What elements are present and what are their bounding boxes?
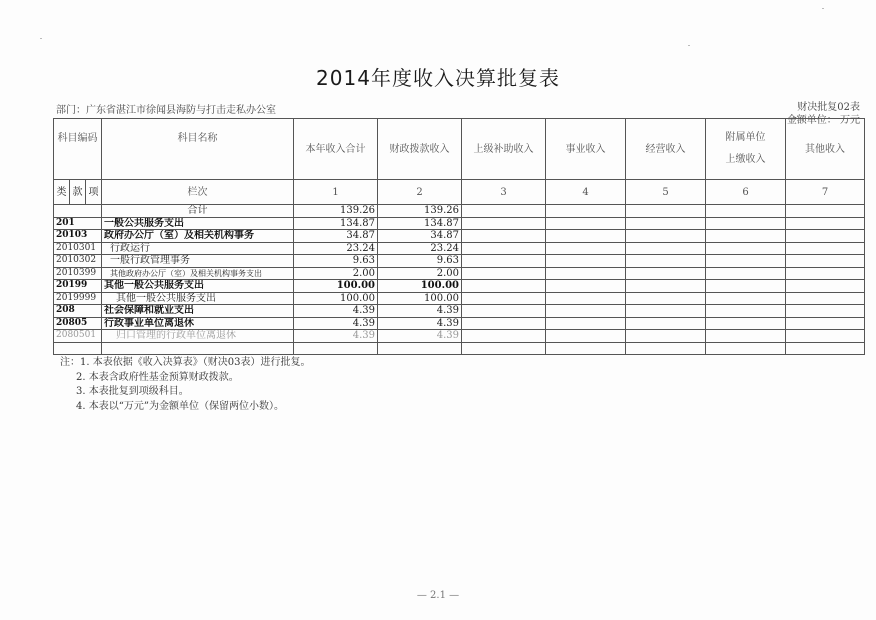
row-fiscal: 134.87 <box>378 217 462 230</box>
row-name: 其他政府办公厅（室）及相关机构事务支出 <box>102 267 294 280</box>
row-name: 其他一般公共服务支出 <box>102 280 294 293</box>
note-3: 3. 本表批复到项级科目。 <box>76 386 189 397</box>
table-row: 2010301 行政运行 23.24 23.24 <box>54 242 865 255</box>
header-col-operating: 经营收入 <box>626 119 706 180</box>
table-row: 2010399 其他政府办公厅（室）及相关机构事务支出 2.00 2.00 <box>54 267 865 280</box>
table-row <box>54 205 865 218</box>
row-fiscal: 4.39 <box>378 330 462 343</box>
note-4: 4. 本表以“万元”为金额单位（保留两位小数）。 <box>76 400 284 412</box>
scan-speck <box>688 45 690 46</box>
row-fiscal: 2.00 <box>378 267 462 280</box>
row-name: 合计 <box>102 205 294 218</box>
row-total: 2.00 <box>294 267 378 280</box>
row-total: 23.24 <box>294 242 378 255</box>
page-number: — 2.1 — <box>416 590 460 601</box>
note-2: 2. 本表含政府性基金预算财政拨款。 <box>76 371 239 383</box>
page-title: 2014年度收入决算批复表 <box>316 66 560 90</box>
row-total: 100.00 <box>294 280 378 293</box>
row-total: 4.39 <box>294 330 378 343</box>
row-fiscal: 4.39 <box>378 305 462 318</box>
table-row: 20199 其他一般公共服务支出 100.00 100.00 <box>54 280 865 293</box>
table-row: 2019999 其他一般公共服务支出 100.00 100.00 <box>54 292 865 305</box>
row-fiscal: 139.26 <box>378 205 462 218</box>
row-total: 100.00 <box>294 292 378 305</box>
row-total: 134.87 <box>294 217 378 230</box>
header-col-affiliated: 附属单位上缴收入 <box>706 119 786 180</box>
col-num-7: 7 <box>786 180 865 205</box>
col-num-3: 3 <box>462 180 546 205</box>
row-fiscal: 100.00 <box>378 280 462 293</box>
note-1: 注：1. 本表依据《收入决算表》（财决03表）进行批复。 <box>60 357 311 368</box>
row-name: 一般公共服务支出 <box>102 217 294 230</box>
row-name: 社会保障和就业支出 <box>102 305 294 318</box>
header-col-fiscal: 财政拨款收入 <box>378 119 462 180</box>
income-approval-table <box>53 118 865 355</box>
table-row <box>54 342 865 355</box>
row-total: 9.63 <box>294 255 378 268</box>
col-num-6: 6 <box>706 180 786 205</box>
row-fiscal: 23.24 <box>378 242 462 255</box>
header-subject-name: 科目名称 <box>102 119 294 180</box>
scan-speck <box>822 8 824 9</box>
table-row: 2080501 归口管理的行政单位离退休 4.39 4.39 <box>54 330 865 343</box>
header-col-total: 本年收入合计 <box>294 119 378 180</box>
row-fiscal: 9.63 <box>378 255 462 268</box>
header-xiang: 项 <box>86 180 102 205</box>
header-col-business: 事业收入 <box>546 119 626 180</box>
row-total: 34.87 <box>294 230 378 243</box>
col-num-4: 4 <box>546 180 626 205</box>
row-name: 归口管理的行政单位离退休 <box>102 330 294 343</box>
row-name: 行政运行 <box>102 242 294 255</box>
header-subject-code: 科目编码 <box>54 119 102 180</box>
row-fiscal: 34.87 <box>378 230 462 243</box>
scan-speck <box>40 38 42 39</box>
col-num-2: 2 <box>378 180 462 205</box>
row-fiscal: 100.00 <box>378 292 462 305</box>
table-row: 20805 行政事业单位离退休 4.39 4.39 <box>54 317 865 330</box>
row-total: 4.39 <box>294 305 378 318</box>
form-number: 财决批复02表 <box>797 102 860 113</box>
header-kuan: 款 <box>70 180 86 205</box>
header-lei: 类 <box>54 180 70 205</box>
table-row: 201 一般公共服务支出 134.87 134.87 <box>54 217 865 230</box>
notes-section <box>60 356 310 414</box>
header-col-other: 其他收入 <box>786 119 865 180</box>
header-col-superior: 上级补助收入 <box>462 119 546 180</box>
row-total: 4.39 <box>294 317 378 330</box>
row-name: 政府办公厅（室）及相关机构事务 <box>102 230 294 243</box>
table-row: 2010302 一般行政管理事务 9.63 9.63 <box>54 255 865 268</box>
col-num-5: 5 <box>626 180 706 205</box>
table-row: 208 社会保障和就业支出 4.39 4.39 <box>54 305 865 318</box>
row-name: 其他一般公共服务支出 <box>102 292 294 305</box>
amount-unit: 金额单位： 万元 <box>786 115 860 126</box>
row-name: 行政事业单位离退休 <box>102 317 294 330</box>
row-name: 一般行政管理事务 <box>102 255 294 268</box>
row-total: 139.26 <box>294 205 378 218</box>
col-num-1: 1 <box>294 180 378 205</box>
row-fiscal: 4.39 <box>378 317 462 330</box>
table-row: 20103 政府办公厅（室）及相关机构事务 34.87 34.87 <box>54 230 865 243</box>
department-label: 部门：广东省湛江市徐闻县海防与打击走私办公室 <box>56 105 276 116</box>
row-label-cell: 栏次 <box>102 180 294 205</box>
